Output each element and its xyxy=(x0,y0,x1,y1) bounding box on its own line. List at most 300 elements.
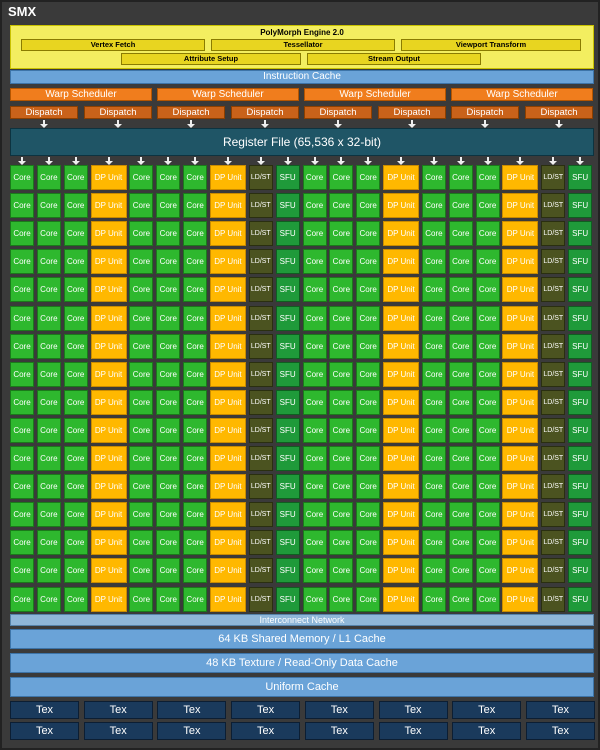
tex-unit: Tex xyxy=(84,701,153,719)
core-unit: Core xyxy=(156,474,180,499)
core-unit: Core xyxy=(37,193,61,218)
core-unit: Core xyxy=(37,362,61,387)
ldst-unit: LD/ST xyxy=(249,418,273,443)
sfu-unit: SFU xyxy=(568,193,592,218)
core-unit: Core xyxy=(449,474,473,499)
core-unit: Core xyxy=(10,530,34,555)
core-unit: Core xyxy=(476,418,500,443)
dp-unit: DP Unit xyxy=(91,362,127,387)
core-unit: Core xyxy=(64,502,88,527)
dp-unit: DP Unit xyxy=(502,277,538,302)
core-unit: Core xyxy=(422,277,446,302)
sfu-unit: SFU xyxy=(276,474,300,499)
core-unit: Core xyxy=(356,474,380,499)
core-unit: Core xyxy=(37,221,61,246)
core-unit: Core xyxy=(37,474,61,499)
core-unit: Core xyxy=(449,334,473,359)
tex-unit: Tex xyxy=(305,722,374,740)
ldst-unit: LD/ST xyxy=(541,165,565,190)
dp-unit: DP Unit xyxy=(383,446,419,471)
stream-output-box: Stream Output xyxy=(307,53,481,65)
core-unit: Core xyxy=(329,530,353,555)
tex-unit: Tex xyxy=(526,701,595,719)
core-unit: Core xyxy=(449,446,473,471)
core-unit: Core xyxy=(156,249,180,274)
core-unit: Core xyxy=(476,221,500,246)
core-unit: Core xyxy=(156,193,180,218)
dp-unit: DP Unit xyxy=(210,249,246,274)
register-file: Register File (65,536 x 32-bit) xyxy=(10,128,594,156)
core-unit: Core xyxy=(183,306,207,331)
core-unit: Core xyxy=(129,530,153,555)
dp-unit: DP Unit xyxy=(210,277,246,302)
dp-unit: DP Unit xyxy=(383,530,419,555)
core-unit: Core xyxy=(10,390,34,415)
core-unit: Core xyxy=(356,193,380,218)
dp-unit: DP Unit xyxy=(502,193,538,218)
core-unit: Core xyxy=(10,418,34,443)
ldst-unit: LD/ST xyxy=(541,221,565,246)
ldst-unit: LD/ST xyxy=(541,390,565,415)
core-unit: Core xyxy=(329,502,353,527)
dp-unit: DP Unit xyxy=(210,221,246,246)
core-unit: Core xyxy=(129,502,153,527)
tessellator-box: Tessellator xyxy=(211,39,395,51)
core-unit: Core xyxy=(422,502,446,527)
core-unit: Core xyxy=(329,390,353,415)
sfu-unit: SFU xyxy=(276,587,300,612)
core-unit: Core xyxy=(329,306,353,331)
dp-unit: DP Unit xyxy=(210,502,246,527)
dp-unit: DP Unit xyxy=(210,587,246,612)
core-unit: Core xyxy=(422,558,446,583)
ldst-unit: LD/ST xyxy=(249,277,273,302)
core-unit: Core xyxy=(37,530,61,555)
dp-unit: DP Unit xyxy=(210,193,246,218)
core-unit: Core xyxy=(449,362,473,387)
ldst-unit: LD/ST xyxy=(541,277,565,302)
tex-unit: Tex xyxy=(84,722,153,740)
core-unit: Core xyxy=(356,587,380,612)
sfu-unit: SFU xyxy=(568,362,592,387)
sfu-unit: SFU xyxy=(276,446,300,471)
core-unit: Core xyxy=(303,193,327,218)
core-unit: Core xyxy=(449,277,473,302)
core-unit: Core xyxy=(129,249,153,274)
tex-unit: Tex xyxy=(379,722,448,740)
core-unit: Core xyxy=(37,277,61,302)
core-unit: Core xyxy=(183,418,207,443)
dp-unit: DP Unit xyxy=(91,249,127,274)
dp-unit: DP Unit xyxy=(91,530,127,555)
core-unit: Core xyxy=(303,446,327,471)
core-unit: Core xyxy=(10,306,34,331)
core-unit: Core xyxy=(129,277,153,302)
core-unit: Core xyxy=(10,334,34,359)
core-unit: Core xyxy=(129,418,153,443)
core-unit: Core xyxy=(129,306,153,331)
core-unit: Core xyxy=(476,587,500,612)
dp-unit: DP Unit xyxy=(91,221,127,246)
dp-unit: DP Unit xyxy=(502,558,538,583)
core-unit: Core xyxy=(449,502,473,527)
core-unit: Core xyxy=(10,558,34,583)
core-unit: Core xyxy=(476,334,500,359)
core-unit: Core xyxy=(129,165,153,190)
sfu-unit: SFU xyxy=(568,221,592,246)
core-unit: Core xyxy=(356,221,380,246)
ldst-unit: LD/ST xyxy=(249,390,273,415)
core-unit: Core xyxy=(356,362,380,387)
core-unit: Core xyxy=(329,277,353,302)
core-unit: Core xyxy=(156,530,180,555)
core-unit: Core xyxy=(183,221,207,246)
dp-unit: DP Unit xyxy=(91,165,127,190)
dp-unit: DP Unit xyxy=(383,587,419,612)
core-unit: Core xyxy=(449,418,473,443)
core-unit: Core xyxy=(10,193,34,218)
sfu-unit: SFU xyxy=(276,390,300,415)
core-unit: Core xyxy=(303,165,327,190)
core-unit: Core xyxy=(303,362,327,387)
core-unit: Core xyxy=(303,277,327,302)
ldst-unit: LD/ST xyxy=(249,446,273,471)
vertex-fetch-box: Vertex Fetch xyxy=(21,39,205,51)
tex-unit: Tex xyxy=(526,722,595,740)
core-unit: Core xyxy=(303,418,327,443)
core-unit: Core xyxy=(129,362,153,387)
warp-scheduler-3: Warp Scheduler xyxy=(304,88,446,101)
core-unit: Core xyxy=(10,474,34,499)
core-unit: Core xyxy=(64,306,88,331)
ldst-unit: LD/ST xyxy=(541,446,565,471)
core-unit: Core xyxy=(183,193,207,218)
core-unit: Core xyxy=(356,249,380,274)
core-unit: Core xyxy=(329,587,353,612)
dp-unit: DP Unit xyxy=(383,558,419,583)
tex-unit: Tex xyxy=(10,722,79,740)
core-unit: Core xyxy=(422,418,446,443)
core-unit: Core xyxy=(303,334,327,359)
core-unit: Core xyxy=(449,306,473,331)
core-unit: Core xyxy=(37,390,61,415)
dp-unit: DP Unit xyxy=(502,362,538,387)
core-unit: Core xyxy=(422,362,446,387)
core-unit: Core xyxy=(183,390,207,415)
dp-unit: DP Unit xyxy=(210,418,246,443)
tex-unit: Tex xyxy=(452,701,521,719)
sfu-unit: SFU xyxy=(568,530,592,555)
interconnect-network: Interconnect Network xyxy=(10,614,594,626)
core-unit: Core xyxy=(303,587,327,612)
dp-unit: DP Unit xyxy=(502,587,538,612)
warp-scheduler-2: Warp Scheduler xyxy=(157,88,299,101)
core-unit: Core xyxy=(10,165,34,190)
core-unit: Core xyxy=(476,474,500,499)
core-unit: Core xyxy=(37,418,61,443)
core-unit: Core xyxy=(64,558,88,583)
core-unit: Core xyxy=(183,334,207,359)
core-unit: Core xyxy=(64,446,88,471)
core-unit: Core xyxy=(329,558,353,583)
dp-unit: DP Unit xyxy=(502,474,538,499)
core-unit: Core xyxy=(10,446,34,471)
core-unit: Core xyxy=(303,306,327,331)
core-unit: Core xyxy=(422,165,446,190)
core-unit: Core xyxy=(156,390,180,415)
sfu-unit: SFU xyxy=(276,334,300,359)
sfu-unit: SFU xyxy=(276,306,300,331)
core-unit: Core xyxy=(64,277,88,302)
dp-unit: DP Unit xyxy=(383,474,419,499)
dp-unit: DP Unit xyxy=(383,221,419,246)
dp-unit: DP Unit xyxy=(210,474,246,499)
sfu-unit: SFU xyxy=(276,362,300,387)
dp-unit: DP Unit xyxy=(91,306,127,331)
ldst-unit: LD/ST xyxy=(541,558,565,583)
core-unit: Core xyxy=(329,474,353,499)
core-unit: Core xyxy=(422,587,446,612)
core-unit: Core xyxy=(356,390,380,415)
dp-unit: DP Unit xyxy=(91,334,127,359)
sfu-unit: SFU xyxy=(276,249,300,274)
ldst-unit: LD/ST xyxy=(541,502,565,527)
warp-scheduler-4: Warp Scheduler xyxy=(451,88,593,101)
core-unit: Core xyxy=(356,165,380,190)
core-unit: Core xyxy=(183,249,207,274)
dp-unit: DP Unit xyxy=(383,249,419,274)
dp-unit: DP Unit xyxy=(502,418,538,443)
sfu-unit: SFU xyxy=(568,334,592,359)
core-unit: Core xyxy=(156,502,180,527)
core-unit: Core xyxy=(129,334,153,359)
core-unit: Core xyxy=(422,221,446,246)
core-unit: Core xyxy=(64,249,88,274)
dispatch-unit-8: Dispatch xyxy=(525,106,593,119)
core-unit: Core xyxy=(64,221,88,246)
warp-scheduler-1: Warp Scheduler xyxy=(10,88,152,101)
core-unit: Core xyxy=(64,390,88,415)
ldst-unit: LD/ST xyxy=(541,418,565,443)
dp-unit: DP Unit xyxy=(210,334,246,359)
core-unit: Core xyxy=(422,446,446,471)
core-unit: Core xyxy=(64,362,88,387)
dp-unit: DP Unit xyxy=(91,277,127,302)
dp-unit: DP Unit xyxy=(502,390,538,415)
dp-unit: DP Unit xyxy=(502,334,538,359)
ldst-unit: LD/ST xyxy=(249,502,273,527)
core-unit: Core xyxy=(449,587,473,612)
core-unit: Core xyxy=(449,221,473,246)
core-unit: Core xyxy=(422,474,446,499)
ldst-unit: LD/ST xyxy=(541,587,565,612)
dp-unit: DP Unit xyxy=(91,193,127,218)
core-unit: Core xyxy=(37,306,61,331)
core-unit: Core xyxy=(476,249,500,274)
sfu-unit: SFU xyxy=(276,530,300,555)
sfu-unit: SFU xyxy=(568,587,592,612)
core-unit: Core xyxy=(329,249,353,274)
dp-unit: DP Unit xyxy=(210,530,246,555)
core-unit: Core xyxy=(64,418,88,443)
core-unit: Core xyxy=(329,221,353,246)
core-unit: Core xyxy=(476,558,500,583)
core-unit: Core xyxy=(476,277,500,302)
core-unit: Core xyxy=(37,558,61,583)
core-unit: Core xyxy=(422,390,446,415)
dp-unit: DP Unit xyxy=(502,530,538,555)
sfu-unit: SFU xyxy=(276,193,300,218)
polymorph-title: PolyMorph Engine 2.0 xyxy=(260,28,344,37)
core-unit: Core xyxy=(422,530,446,555)
dispatch-unit-5: Dispatch xyxy=(304,106,372,119)
smx-title: SMX xyxy=(8,4,37,19)
core-unit: Core xyxy=(356,530,380,555)
ldst-unit: LD/ST xyxy=(249,587,273,612)
dp-unit: DP Unit xyxy=(383,502,419,527)
core-unit: Core xyxy=(449,390,473,415)
tex-unit: Tex xyxy=(231,701,300,719)
core-unit: Core xyxy=(156,221,180,246)
core-unit: Core xyxy=(449,530,473,555)
sfu-unit: SFU xyxy=(276,502,300,527)
core-unit: Core xyxy=(64,334,88,359)
core-unit: Core xyxy=(183,502,207,527)
core-unit: Core xyxy=(129,474,153,499)
core-unit: Core xyxy=(422,249,446,274)
dp-unit: DP Unit xyxy=(91,474,127,499)
core-unit: Core xyxy=(10,502,34,527)
ldst-unit: LD/ST xyxy=(249,474,273,499)
core-unit: Core xyxy=(303,558,327,583)
core-unit: Core xyxy=(10,221,34,246)
shared-memory-l1-cache: 64 KB Shared Memory / L1 Cache xyxy=(10,629,594,649)
sfu-unit: SFU xyxy=(568,558,592,583)
ldst-unit: LD/ST xyxy=(541,474,565,499)
viewport-transform-box: Viewport Transform xyxy=(401,39,581,51)
core-unit: Core xyxy=(183,446,207,471)
core-unit: Core xyxy=(476,502,500,527)
sfu-unit: SFU xyxy=(568,474,592,499)
dp-unit: DP Unit xyxy=(383,390,419,415)
core-unit: Core xyxy=(356,306,380,331)
core-unit: Core xyxy=(449,249,473,274)
tex-unit: Tex xyxy=(452,722,521,740)
core-unit: Core xyxy=(356,558,380,583)
core-unit: Core xyxy=(329,334,353,359)
ldst-unit: LD/ST xyxy=(249,249,273,274)
core-unit: Core xyxy=(10,587,34,612)
core-unit: Core xyxy=(356,277,380,302)
sfu-unit: SFU xyxy=(276,418,300,443)
sfu-unit: SFU xyxy=(568,502,592,527)
dp-unit: DP Unit xyxy=(502,502,538,527)
core-unit: Core xyxy=(156,362,180,387)
dispatch-unit-7: Dispatch xyxy=(451,106,519,119)
core-unit: Core xyxy=(129,390,153,415)
core-unit: Core xyxy=(356,502,380,527)
dp-unit: DP Unit xyxy=(502,446,538,471)
core-unit: Core xyxy=(156,306,180,331)
core-unit: Core xyxy=(476,165,500,190)
core-unit: Core xyxy=(449,165,473,190)
core-unit: Core xyxy=(156,165,180,190)
core-unit: Core xyxy=(303,502,327,527)
core-unit: Core xyxy=(422,193,446,218)
core-unit: Core xyxy=(10,362,34,387)
core-unit: Core xyxy=(37,249,61,274)
ldst-unit: LD/ST xyxy=(541,306,565,331)
ldst-unit: LD/ST xyxy=(249,221,273,246)
ldst-unit: LD/ST xyxy=(541,193,565,218)
dp-unit: DP Unit xyxy=(91,390,127,415)
core-unit: Core xyxy=(156,334,180,359)
sfu-unit: SFU xyxy=(568,390,592,415)
dp-unit: DP Unit xyxy=(91,502,127,527)
core-unit: Core xyxy=(129,193,153,218)
instruction-cache: Instruction Cache xyxy=(10,70,594,84)
core-unit: Core xyxy=(156,277,180,302)
dispatch-unit-1: Dispatch xyxy=(10,106,78,119)
core-unit: Core xyxy=(183,165,207,190)
dp-unit: DP Unit xyxy=(91,587,127,612)
core-unit: Core xyxy=(37,587,61,612)
sfu-unit: SFU xyxy=(568,277,592,302)
core-unit: Core xyxy=(129,221,153,246)
core-unit: Core xyxy=(476,390,500,415)
sfu-unit: SFU xyxy=(568,249,592,274)
dispatch-unit-4: Dispatch xyxy=(231,106,299,119)
core-unit: Core xyxy=(422,334,446,359)
dp-unit: DP Unit xyxy=(383,418,419,443)
dp-unit: DP Unit xyxy=(210,306,246,331)
dp-unit: DP Unit xyxy=(383,334,419,359)
core-unit: Core xyxy=(449,193,473,218)
core-unit: Core xyxy=(303,249,327,274)
tex-unit: Tex xyxy=(231,722,300,740)
dp-unit: DP Unit xyxy=(502,221,538,246)
core-unit: Core xyxy=(129,446,153,471)
dispatch-unit-3: Dispatch xyxy=(157,106,225,119)
core-unit: Core xyxy=(476,193,500,218)
tex-unit: Tex xyxy=(305,701,374,719)
core-unit: Core xyxy=(329,446,353,471)
dp-unit: DP Unit xyxy=(91,558,127,583)
tex-unit: Tex xyxy=(10,701,79,719)
core-unit: Core xyxy=(10,277,34,302)
dispatch-unit-2: Dispatch xyxy=(84,106,152,119)
ldst-unit: LD/ST xyxy=(541,362,565,387)
core-unit: Core xyxy=(183,474,207,499)
dp-unit: DP Unit xyxy=(210,362,246,387)
attribute-setup-box: Attribute Setup xyxy=(121,53,301,65)
ldst-unit: LD/ST xyxy=(249,362,273,387)
core-unit: Core xyxy=(64,165,88,190)
sfu-unit: SFU xyxy=(568,418,592,443)
sfu-unit: SFU xyxy=(568,446,592,471)
core-unit: Core xyxy=(476,362,500,387)
core-unit: Core xyxy=(183,277,207,302)
core-unit: Core xyxy=(329,165,353,190)
dp-unit: DP Unit xyxy=(383,165,419,190)
texture-readonly-cache: 48 KB Texture / Read-Only Data Cache xyxy=(10,653,594,673)
tex-unit: Tex xyxy=(157,722,226,740)
dp-unit: DP Unit xyxy=(502,306,538,331)
dp-unit: DP Unit xyxy=(383,362,419,387)
core-unit: Core xyxy=(183,362,207,387)
dp-unit: DP Unit xyxy=(91,446,127,471)
core-unit: Core xyxy=(64,587,88,612)
